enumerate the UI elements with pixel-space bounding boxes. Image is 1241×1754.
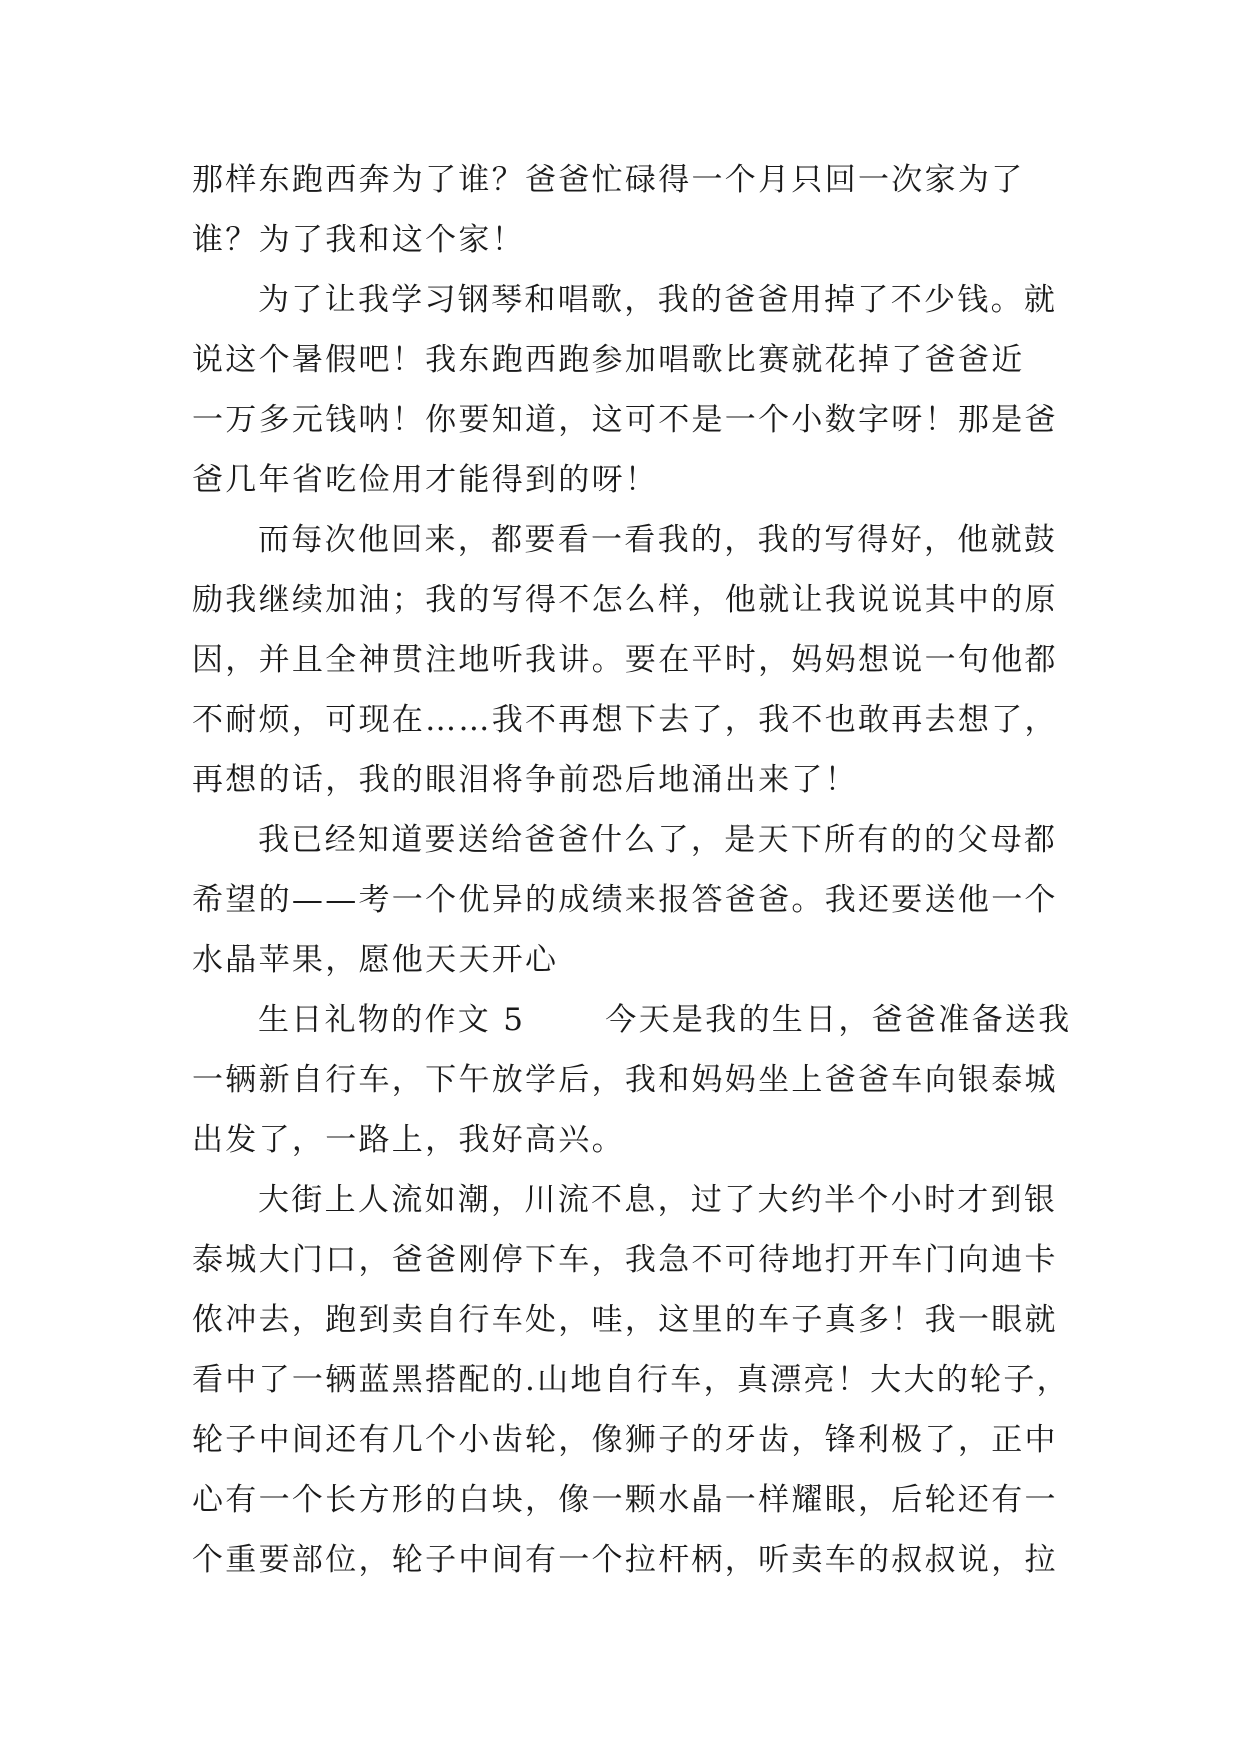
paragraph-start-line: 为了让我学习钢琴和唱歌，我的爸爸用掉了不少钱。就 [258,282,1058,318]
text-line: 一万多元钱呐！你要知道，这可不是一个小数字呀！那是爸 [192,402,1058,438]
text-line: 再想的话，我的眼泪将争前恐后地涌出来了！ [192,762,858,798]
text-line: 说这个暑假吧！我东跑西跑参加唱歌比赛就花掉了爸爸近 [192,342,1025,378]
text-line: 心有一个长方形的白块，像一颗水晶一样耀眼，后轮还有一 [192,1482,1058,1518]
text-line: 那样东跑西奔为了谁？爸爸忙碌得一个月只回一次家为了 [192,162,1025,198]
section-first-sentence: 今天是我的生日，爸爸准备送我 [605,1002,1072,1038]
text-line: 出发了，一路上，我好高兴。 [192,1122,625,1158]
document-body [192,150,1072,1590]
section-heading: 生日礼物的作文 5 [258,1002,526,1038]
text-line: 轮子中间还有几个小齿轮，像狮子的牙齿，锋利极了，正中 [192,1422,1058,1458]
text-line: 看中了一辆蓝黑搭配的.山地自行车，真漂亮！大大的轮子， [192,1362,1070,1398]
section-heading-line [192,990,1072,1050]
text-line: 水晶苹果，愿他天天开心 [192,942,559,978]
text-line: 不耐烦，可现在……我不再想下去了，我不也敢再去想了， [192,702,1058,738]
text-line: 谁？为了我和这个家！ [192,222,525,258]
text-line: 个重要部位，轮子中间有一个拉杆柄，听卖车的叔叔说，拉 [192,1542,1058,1578]
text-line: 泰城大门口，爸爸刚停下车，我急不可待地打开车门向迪卡 [192,1242,1058,1278]
text-line: 侬冲去，跑到卖自行车处，哇，这里的车子真多！我一眼就 [192,1302,1058,1338]
text-line: 爸几年省吃俭用才能得到的呀！ [192,462,659,498]
text-line: 一辆新自行车，下午放学后，我和妈妈坐上爸爸车向银泰城 [192,1062,1058,1098]
paragraph-start-line: 大街上人流如潮，川流不息，过了大约半个小时才到银 [258,1182,1058,1218]
text-line: 励我继续加油；我的写得不怎么样，他就让我说说其中的原 [192,582,1058,618]
text-line: 希望的——考一个优异的成绩来报答爸爸。我还要送他一个 [192,882,1058,918]
paragraph-start-line: 我已经知道要送给爸爸什么了，是天下所有的的父母都 [258,822,1058,858]
paragraph-start-line: 而每次他回来，都要看一看我的，我的写得好，他就鼓 [258,522,1058,558]
text-line: 因，并且全神贯注地听我讲。要在平时，妈妈想说一句他都 [192,642,1058,678]
